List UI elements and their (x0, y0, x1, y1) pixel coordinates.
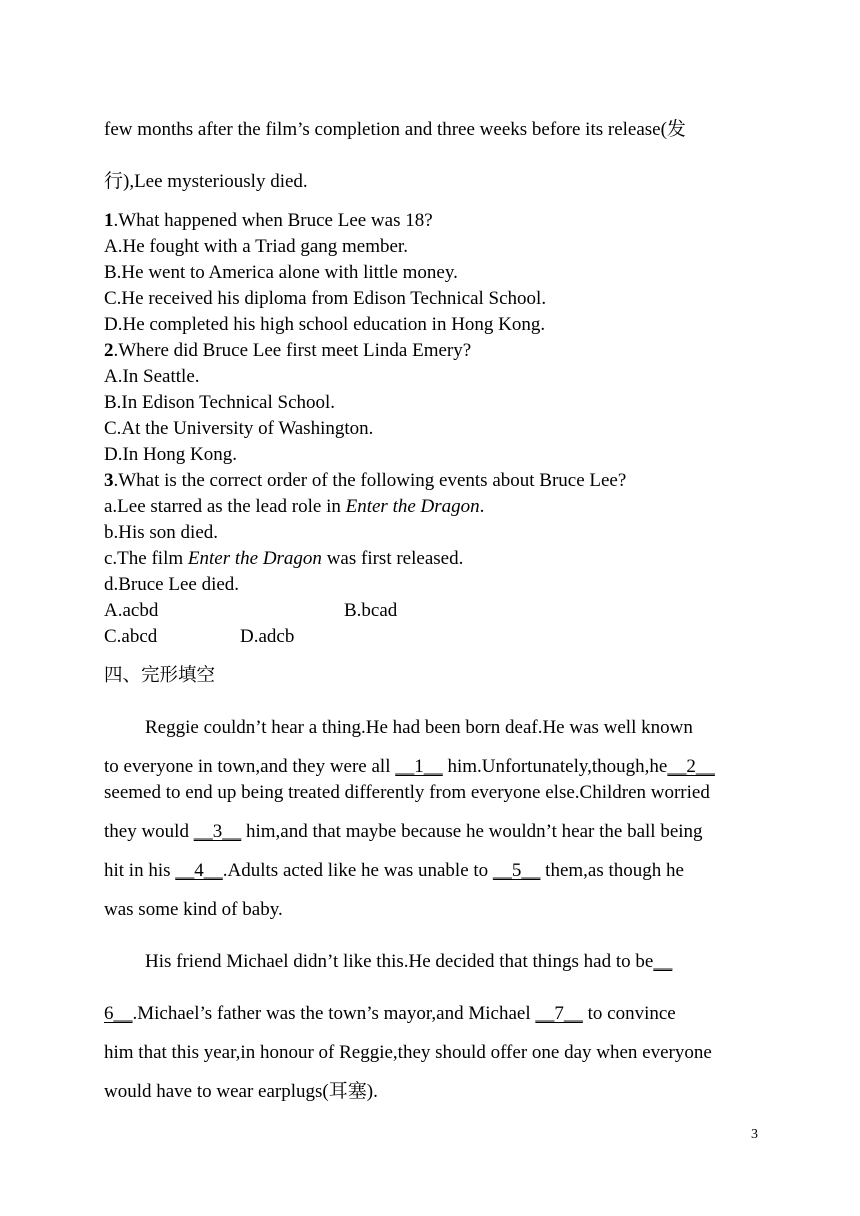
cloze-line: to everyone in town,and they were all __1__ him.Unfortunately,though,he__2__ (104, 756, 715, 777)
question-3-option-b: B.bcad (344, 600, 398, 621)
question-2-option-b: B.In Edison Technical School. (104, 392, 336, 413)
passage-line: 行),Lee mysteriously died. (104, 171, 308, 192)
question-number: 1 (104, 210, 114, 231)
question-3-options-row-1 (104, 600, 770, 623)
question-3-option-a: A.acbd (104, 600, 159, 621)
question-1-option-b: B.He went to America alone with little money. (104, 262, 458, 283)
cloze-line: His friend Michael didn’t like this.He decided that things had to be__ (145, 951, 673, 972)
question-text: .Where did Bruce Lee first meet Linda Emery? (113, 340, 472, 361)
page-number: 3 (751, 1127, 758, 1142)
question-1-option-c: C.He received his diploma from Edison Technical School. (104, 288, 547, 309)
cloze-line: seemed to end up being treated differently from everyone else.Children worried (104, 782, 710, 803)
cloze-line: hit in his __4__.Adults acted like he was unable to __5__ them,as though he (104, 860, 684, 881)
cloze-line: 6__.Michael’s father was the town’s mayor,and Michael __7__ to convince (104, 1003, 676, 1024)
question-number: 2 (104, 340, 114, 361)
question-2-option-c: C.At the University of Washington. (104, 418, 374, 439)
blank-7: __7__ (535, 1003, 583, 1024)
question-1-stem (104, 210, 770, 233)
question-1-option-d: D.He completed his high school education in Hong Kong. (104, 314, 546, 335)
question-3-option-d: D.adcb (240, 626, 295, 647)
question-text: .What happened when Bruce Lee was 18? (113, 210, 433, 231)
passage-line: few months after the film’s completion and three weeks before its release(发 (104, 119, 686, 140)
event-c: c.The film Enter the Dragon was first released. (104, 548, 464, 569)
question-1-option-a: A.He fought with a Triad gang member. (104, 236, 408, 257)
event-d: d.Bruce Lee died. (104, 574, 240, 595)
question-2-option-a: A.In Seattle. (104, 366, 200, 387)
film-title: Enter the Dragon (345, 496, 480, 517)
blank-3: __3__ (193, 821, 242, 842)
film-title: Enter the Dragon (187, 548, 322, 569)
question-text: .What is the correct order of the following events about Bruce Lee? (113, 470, 627, 491)
blank-6: 6__ (104, 1003, 133, 1024)
question-3-stem (104, 470, 770, 493)
blank-5: __5__ (492, 860, 541, 881)
cloze-line: him that this year,in honour of Reggie,they should offer one day when everyone (104, 1042, 712, 1063)
question-number: 3 (104, 470, 114, 491)
blank-6-start: __ (653, 951, 673, 972)
question-2-option-d: D.In Hong Kong. (104, 444, 237, 465)
cloze-line: Reggie couldn’t hear a thing.He had been born deaf.He was well known (145, 717, 693, 738)
cloze-line: would have to wear earplugs(耳塞). (104, 1081, 378, 1102)
cloze-line: was some kind of baby. (104, 899, 283, 920)
question-3-option-c: C.abcd (104, 626, 158, 647)
blank-2: __2__ (667, 756, 715, 777)
question-3-options-row-2 (104, 626, 770, 649)
cloze-line: they would __3__ him,and that maybe because he wouldn’t hear the ball being (104, 821, 703, 842)
event-a: a.Lee starred as the lead role in Enter the Dragon. (104, 496, 485, 517)
blank-4: __4__ (175, 860, 223, 881)
blank-1: __1__ (395, 756, 443, 777)
section-heading: 四、完形填空 (104, 665, 216, 686)
question-2-stem (104, 340, 770, 363)
event-b: b.His son died. (104, 522, 218, 543)
